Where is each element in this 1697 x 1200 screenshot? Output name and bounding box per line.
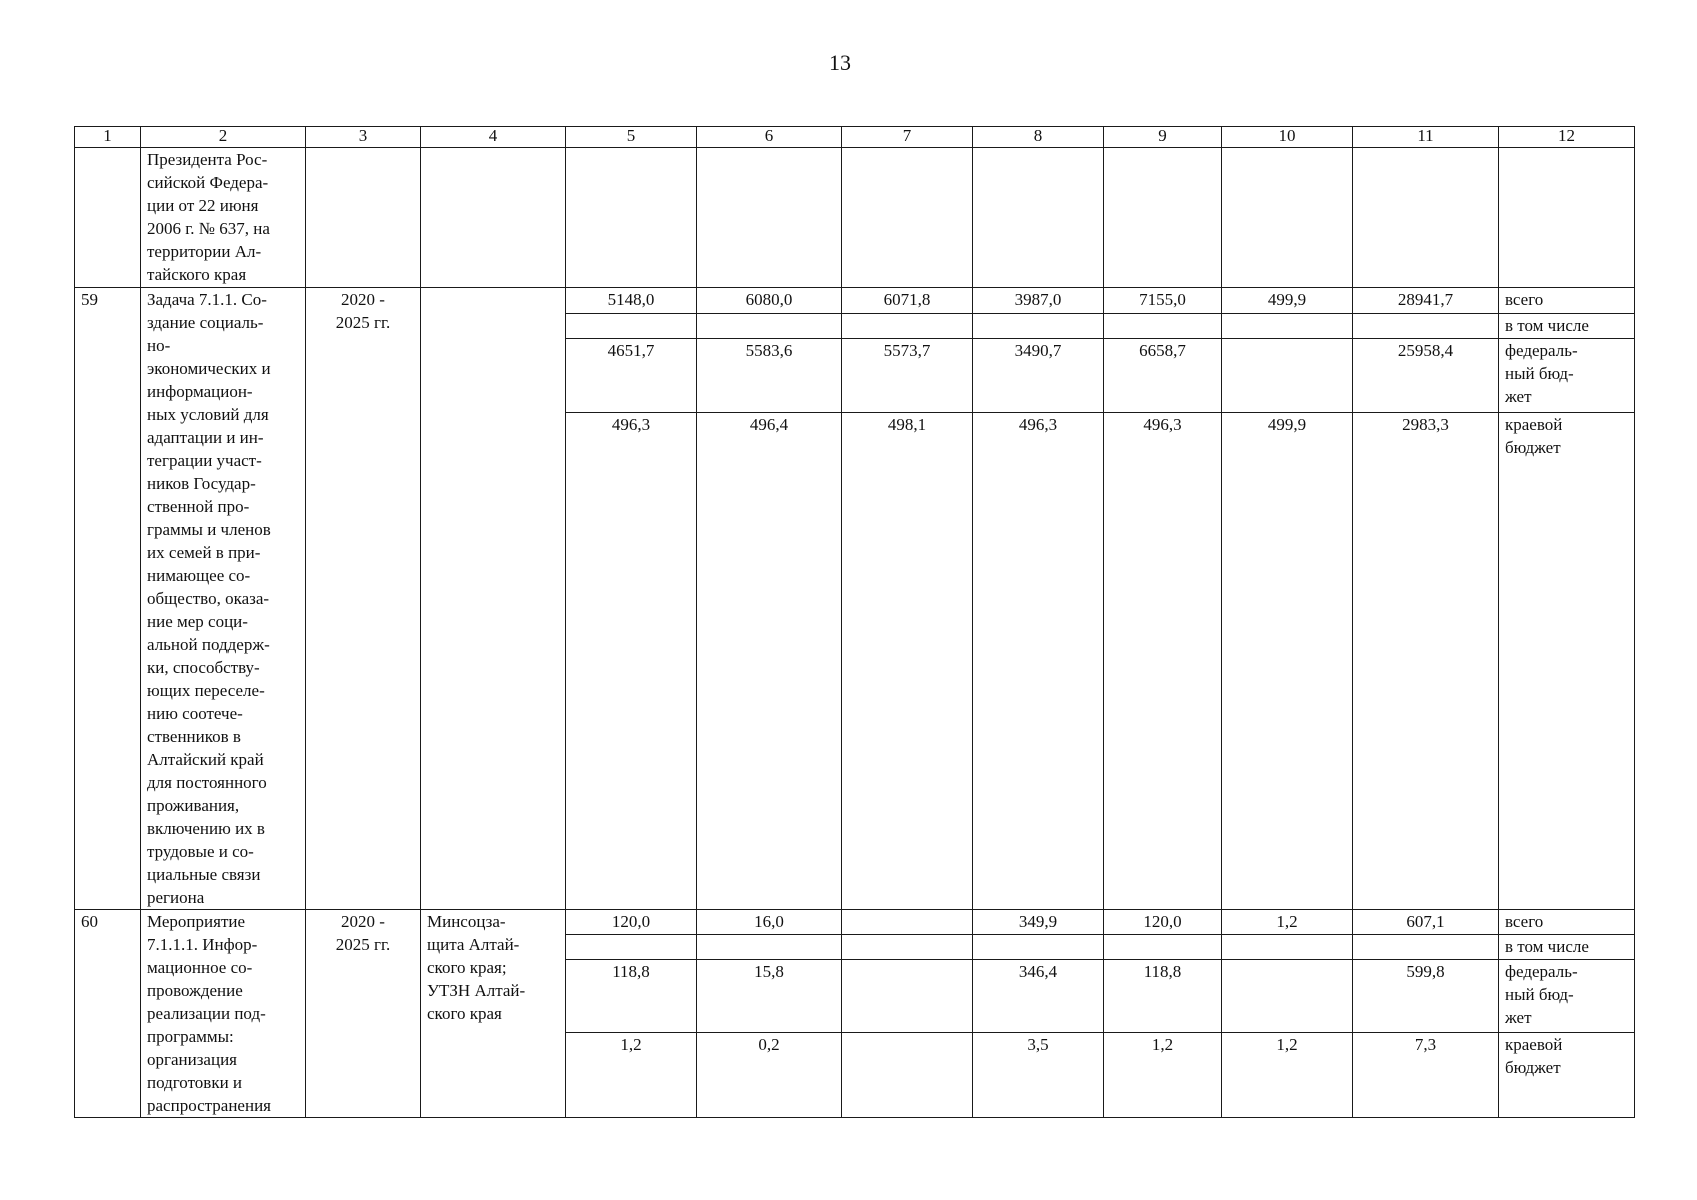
text-line: подготовки и bbox=[147, 1073, 243, 1092]
text-line: Задача 7.1.1. Со- bbox=[147, 290, 267, 309]
funding-source bbox=[1499, 959, 1635, 1032]
amount-cell: 120,0 bbox=[1104, 910, 1222, 935]
amount-cell: 118,8 bbox=[1104, 959, 1222, 1032]
text-line: для постоянного bbox=[147, 773, 267, 792]
text-line: программы: bbox=[147, 1027, 234, 1046]
program-table bbox=[74, 126, 1635, 1118]
amount-cell: 496,4 bbox=[697, 413, 842, 910]
amount-cell: 1,2 bbox=[1222, 910, 1353, 935]
text-line: ки, способству- bbox=[147, 658, 260, 677]
funding-row bbox=[75, 288, 1635, 314]
text-line: ный бюд- bbox=[1505, 984, 1574, 1004]
text-line: 7.1.1.1. Инфор- bbox=[147, 935, 258, 954]
text-line: 2006 г. № 637, на bbox=[147, 219, 270, 238]
amount-cell bbox=[1222, 339, 1353, 413]
column-number: 11 bbox=[1353, 127, 1499, 148]
amount-cell bbox=[1222, 313, 1353, 339]
amount-cell: 349,9 bbox=[973, 910, 1104, 935]
amount-cell: 16,0 bbox=[697, 910, 842, 935]
funding-source bbox=[1499, 313, 1635, 339]
amount-cell: 496,3 bbox=[973, 413, 1104, 910]
column-number: 5 bbox=[566, 127, 697, 148]
text-line: территории Ал- bbox=[147, 242, 262, 261]
text-line: Минсоцза- bbox=[427, 912, 506, 931]
text-line: общество, оказа- bbox=[147, 589, 270, 608]
text-line: реализации под- bbox=[147, 1004, 266, 1023]
column-number: 12 bbox=[1499, 127, 1635, 148]
text-line: бюджет bbox=[1505, 438, 1561, 458]
text-line: в том числе bbox=[1505, 936, 1589, 956]
amount-cell bbox=[842, 934, 973, 959]
amount-cell bbox=[566, 934, 697, 959]
amount-cell bbox=[842, 910, 973, 935]
amount-cell: 3490,7 bbox=[973, 339, 1104, 413]
column-number: 9 bbox=[1104, 127, 1222, 148]
text-line: экономических и bbox=[147, 359, 271, 378]
text-line: включению их в bbox=[147, 819, 265, 838]
amount-cell: 2983,3 bbox=[1353, 413, 1499, 910]
text-line: федераль- bbox=[1505, 961, 1578, 981]
text-line: нию соотече- bbox=[147, 704, 243, 723]
amount-cell: 5148,0 bbox=[566, 288, 697, 314]
text-line: распространения bbox=[147, 1096, 271, 1115]
column-number: 4 bbox=[421, 127, 566, 148]
text-line: Президента Рос- bbox=[147, 150, 268, 169]
row-number: 59 bbox=[75, 288, 141, 910]
text-line: щита Алтай- bbox=[427, 935, 520, 954]
amount-cell bbox=[1104, 934, 1222, 959]
amount-cell: 28941,7 bbox=[1353, 288, 1499, 314]
amount-cell: 6071,8 bbox=[842, 288, 973, 314]
text-line: граммы и членов bbox=[147, 520, 271, 539]
text-line: ского края; bbox=[427, 958, 507, 977]
period bbox=[306, 910, 421, 1118]
amount-cell: 498,1 bbox=[842, 413, 973, 910]
amount-cell: 120,0 bbox=[566, 910, 697, 935]
amount-cell bbox=[566, 313, 697, 339]
text-line: трудовые и со- bbox=[147, 842, 254, 861]
text-line: но- bbox=[147, 336, 171, 355]
amount-cell bbox=[1353, 934, 1499, 959]
amount-cell: 25958,4 bbox=[1353, 339, 1499, 413]
text-line: федераль- bbox=[1505, 341, 1578, 361]
amount-cell: 7,3 bbox=[1353, 1032, 1499, 1117]
column-number: 10 bbox=[1222, 127, 1353, 148]
amount-cell bbox=[973, 934, 1104, 959]
text-line: Мероприятие bbox=[147, 912, 246, 931]
column-number: 1 bbox=[75, 127, 141, 148]
amount-cell: 1,2 bbox=[1222, 1032, 1353, 1117]
funding-source bbox=[1499, 1032, 1635, 1117]
text-line: ственной про- bbox=[147, 497, 250, 516]
amount-cell: 15,8 bbox=[697, 959, 842, 1032]
amount-cell bbox=[973, 313, 1104, 339]
text-line: ского края bbox=[427, 1004, 502, 1023]
text-line: нимающее со- bbox=[147, 566, 251, 585]
text-line: организация bbox=[147, 1050, 237, 1069]
amount-cell: 5583,6 bbox=[697, 339, 842, 413]
text-line: ющих переселе- bbox=[147, 681, 265, 700]
funding-source bbox=[1499, 413, 1635, 910]
text-line: всего bbox=[1505, 912, 1544, 931]
task-description bbox=[141, 910, 306, 1118]
text-line: ние мер соци- bbox=[147, 612, 248, 631]
amount-cell: 3,5 bbox=[973, 1032, 1104, 1117]
amount-cell bbox=[842, 313, 973, 339]
amount-cell: 6658,7 bbox=[1104, 339, 1222, 413]
amount-cell: 0,2 bbox=[697, 1032, 842, 1117]
text-line: бюджет bbox=[1505, 1057, 1561, 1077]
amount-cell bbox=[697, 313, 842, 339]
amount-cell: 3987,0 bbox=[973, 288, 1104, 314]
amount-cell bbox=[697, 934, 842, 959]
amount-cell: 7155,0 bbox=[1104, 288, 1222, 314]
amount-cell: 496,3 bbox=[1104, 413, 1222, 910]
text-line: всего bbox=[1505, 290, 1544, 309]
text-line: здание социаль- bbox=[147, 313, 264, 332]
text-line: адаптации и ин- bbox=[147, 428, 264, 447]
column-number: 2 bbox=[141, 127, 306, 148]
column-number: 8 bbox=[973, 127, 1104, 148]
row-number: 60 bbox=[75, 910, 141, 1118]
text-line: ственников в bbox=[147, 727, 241, 746]
text-line: информацион- bbox=[147, 382, 253, 401]
amount-cell: 4651,7 bbox=[566, 339, 697, 413]
text-line: ников Государ- bbox=[147, 474, 256, 493]
text-line: тайского края bbox=[147, 265, 247, 284]
amount-cell bbox=[1222, 934, 1353, 959]
column-number: 7 bbox=[842, 127, 973, 148]
text-line: их семей в при- bbox=[147, 543, 261, 562]
text-line: Алтайский край bbox=[147, 750, 264, 769]
text-line: циальные связи bbox=[147, 865, 261, 884]
amount-cell: 118,8 bbox=[566, 959, 697, 1032]
text-line: провождение bbox=[147, 981, 243, 1000]
text-line: жет bbox=[1505, 1007, 1532, 1027]
amount-cell: 5573,7 bbox=[842, 339, 973, 413]
text-line: 2025 гг. bbox=[335, 313, 391, 332]
amount-cell: 1,2 bbox=[1104, 1032, 1222, 1117]
amount-cell: 607,1 bbox=[1353, 910, 1499, 935]
amount-cell: 6080,0 bbox=[697, 288, 842, 314]
amount-cell: 499,9 bbox=[1222, 413, 1353, 910]
continuation-row bbox=[75, 148, 1635, 288]
task-description bbox=[141, 288, 306, 910]
text-line: 2020 - bbox=[341, 912, 385, 931]
executor bbox=[421, 288, 566, 910]
amount-cell bbox=[1353, 313, 1499, 339]
text-line: региона bbox=[147, 888, 205, 907]
text-line: ный бюд- bbox=[1505, 364, 1574, 384]
text-line: краевой bbox=[1505, 415, 1563, 435]
text-line: 2020 - bbox=[341, 290, 385, 309]
funding-row bbox=[75, 910, 1635, 935]
amount-cell bbox=[842, 959, 973, 1032]
funding-source bbox=[1499, 910, 1635, 935]
continuation-description bbox=[141, 148, 306, 288]
text-line: краевой bbox=[1505, 1034, 1563, 1054]
period bbox=[306, 288, 421, 910]
amount-cell: 346,4 bbox=[973, 959, 1104, 1032]
amount-cell bbox=[842, 1032, 973, 1117]
amount-cell: 499,9 bbox=[1222, 288, 1353, 314]
amount-cell: 496,3 bbox=[566, 413, 697, 910]
funding-source bbox=[1499, 934, 1635, 959]
amount-cell bbox=[1104, 313, 1222, 339]
text-line: ных условий для bbox=[147, 405, 269, 424]
text-line: 2025 гг. bbox=[335, 935, 391, 954]
column-number-row bbox=[75, 127, 1635, 148]
text-line: альной поддерж- bbox=[147, 635, 270, 654]
column-number: 3 bbox=[306, 127, 421, 148]
text-line: мационное со- bbox=[147, 958, 253, 977]
executor bbox=[421, 910, 566, 1118]
text-line: жет bbox=[1505, 387, 1532, 407]
text-line: УТЗН Алтай- bbox=[427, 981, 526, 1000]
text-line: в том числе bbox=[1505, 315, 1589, 335]
amount-cell: 599,8 bbox=[1353, 959, 1499, 1032]
funding-source bbox=[1499, 288, 1635, 314]
text-line: проживания, bbox=[147, 796, 240, 815]
text-line: теграции участ- bbox=[147, 451, 262, 470]
amount-cell: 1,2 bbox=[566, 1032, 697, 1117]
text-line: сийской Федера- bbox=[147, 173, 269, 192]
amount-cell bbox=[1222, 959, 1353, 1032]
page-number: 13 bbox=[829, 50, 851, 75]
column-number: 6 bbox=[697, 127, 842, 148]
text-line: ции от 22 июня bbox=[147, 196, 259, 215]
funding-source bbox=[1499, 339, 1635, 413]
